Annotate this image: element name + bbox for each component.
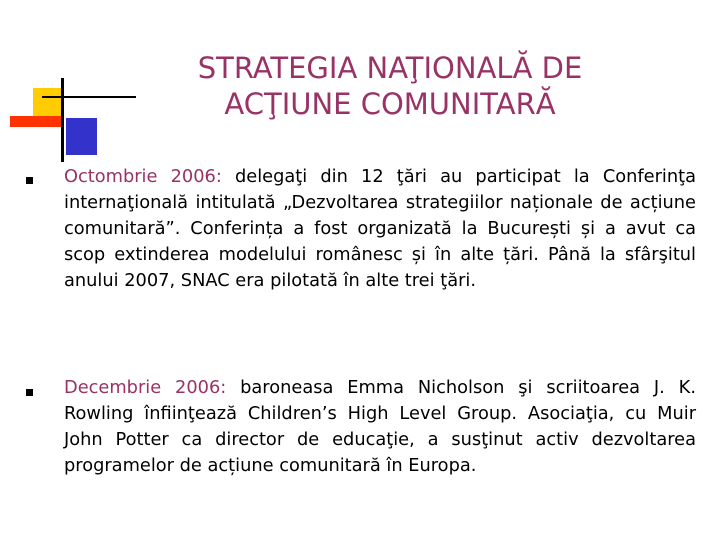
bullet-marker-icon [26,389,33,396]
bullet-item-2-date: Decembrie 2006: [64,377,227,398]
logo-vertical-line [61,78,64,162]
slide-title-line-1: STRATEGIA NAŢIONALĂ DE [197,51,583,85]
bullet-item-1-date: Octombrie 2006: [64,166,222,187]
slide-title [120,50,660,122]
bullet-item-1-text: delegaţi din 12 ţări au participat la Conferinţa internaţională intitulată „Dezvoltarea strategiilor naționale de acțiune comunitară”. Conferința a fost organizată la București și a avut ca scop extinderea modelului românesc și în alte țări. Până la sfârşitul anului 2007, SNAC era pilotată în alte trei ţări. [64,166,696,291]
logo-yellow-square [33,88,63,118]
logo-red-bar [10,116,62,127]
bullet-item-2 [64,375,696,479]
logo-blue-square [66,118,97,155]
bullet-marker-icon [26,177,33,184]
bullet-item-2-text: baroneasa Emma Nicholson şi scriitoarea J. K. Rowling înfiinţează Children’s High Level Group. Asociaţia, cu Muir John Potter ca director de educaţie, a susţinut activ dezvoltarea programelor de acțiune comunitară în Europa. [64,377,696,476]
slide-title-line-2: ACŢIUNE COMUNITARĂ [224,87,556,121]
bullet-item-1 [64,164,696,294]
